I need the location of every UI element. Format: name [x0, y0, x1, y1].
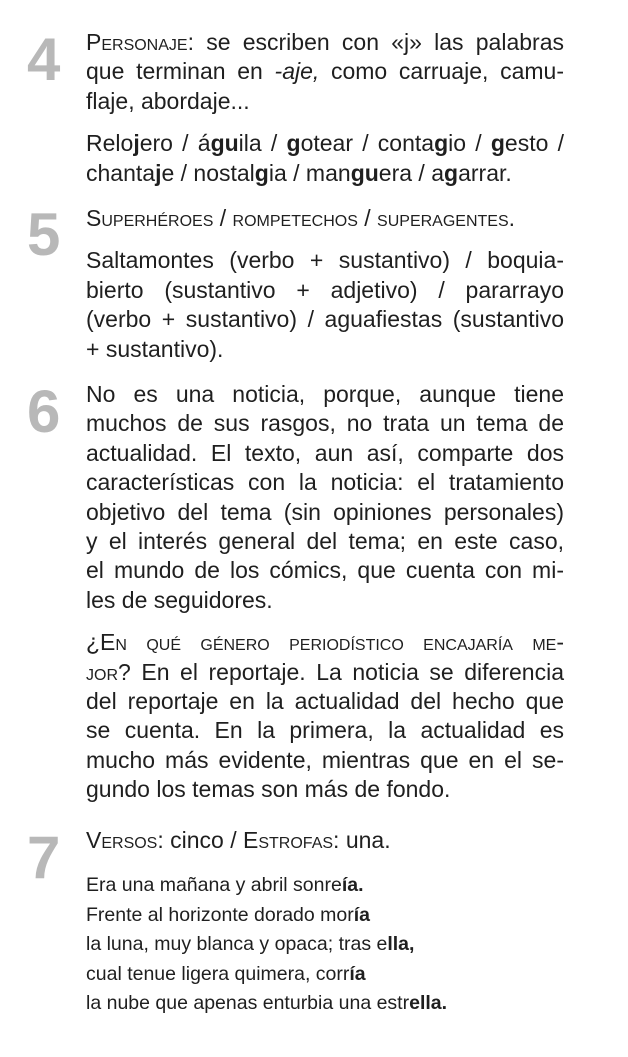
- section-number: 6: [27, 378, 61, 445]
- poem-line: cual tenue ligera quimera, corría: [86, 962, 366, 985]
- poem-line: Era una mañana y abril sonreía.: [86, 874, 364, 897]
- poem-line: la nube que apenas enturbia una estrella.: [86, 992, 448, 1015]
- paragraph: No es una noticia, porque, aunque tiene muchos de sus rasgos, no trata un tema de actualidad. El texto, aun así, comparte dos características con la noticia: el tratamiento objetivo del tema (sin opiniones personales) y el interés general del tema; en este caso, el mundo de los cómics, que cuenta con mi- les de seguidores.: [86, 381, 564, 613]
- paragraph: Saltamontes (verbo + sustantivo) / boquia- bierto (sustantivo + adjetivo) / pararrayo (verbo + sustantivo) / aguafiestas (sustantivo + sustantivo).: [86, 247, 564, 362]
- section-content: [86, 28, 564, 188]
- section-number: 7: [27, 824, 61, 891]
- section-number: 4: [27, 26, 61, 93]
- paragraph: Relojero / águila / gotear / contagio / gesto / chantaje / nostalgia / manguera / agarrar.: [86, 130, 564, 186]
- poem-line: Frente al horizonte dorado moría: [86, 903, 370, 926]
- section-number: 5: [27, 201, 61, 268]
- paragraph: ¿En qué género periodístico encajaría me- jor? En el reportaje. La noticia se diferencia del reportaje en la actualidad del hecho que se cuenta. En la primera, la actualidad es mucho más evidente, mientras que en el se- gundo los temas son más de fondo.: [86, 629, 564, 803]
- paragraph: Personaje: se escriben con «j» las palabras que terminan en -aje, como carruaje, camu- flaje, abordaje...: [86, 29, 564, 114]
- paragraph: Superhéroes / rompetechos / superagentes.: [86, 205, 516, 231]
- section-content: [86, 380, 564, 805]
- section-content: [86, 826, 564, 1018]
- poem-line: la luna, muy blanca y opaca; tras ella,: [86, 933, 415, 956]
- poem: [86, 871, 564, 1018]
- section-content: [86, 204, 564, 364]
- paragraph: Versos: cinco / Estrofas: una.: [86, 827, 391, 853]
